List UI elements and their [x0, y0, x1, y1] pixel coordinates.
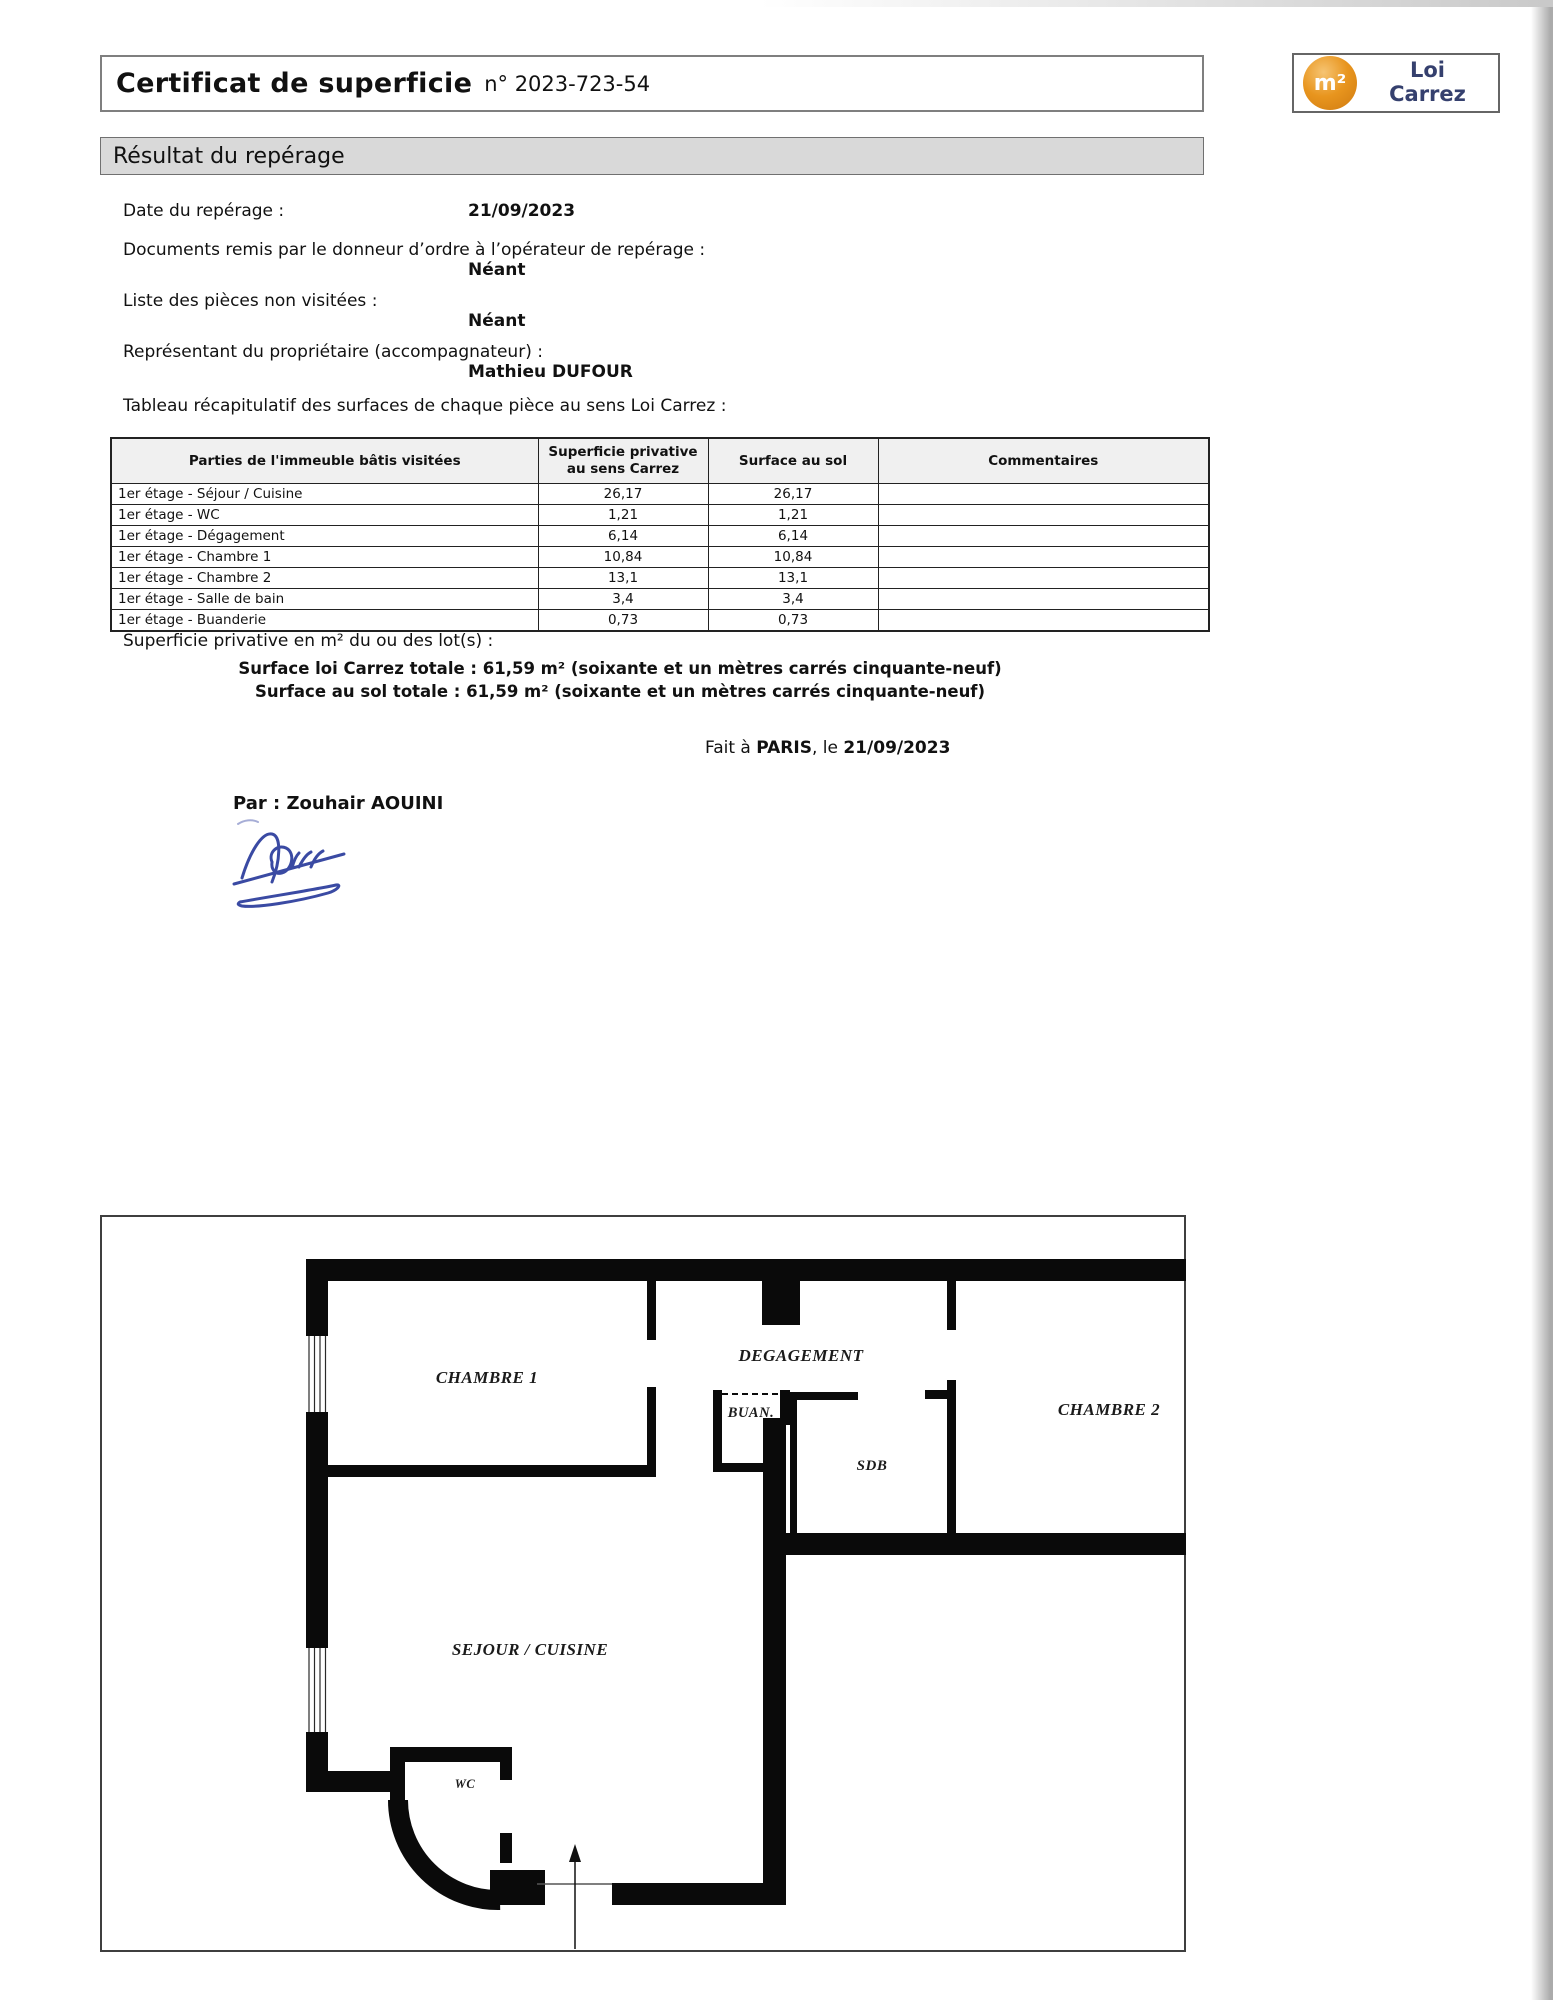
table-row	[111, 547, 1209, 568]
room-label-chambre-2: CHAMBRE 2	[1057, 1400, 1161, 1419]
column-header-parties: Parties de l'immeuble bâtis visitées	[111, 438, 538, 484]
signoff-line	[705, 738, 950, 758]
column-header-commentaires: Commentaires	[878, 438, 1209, 484]
signature-image	[228, 816, 363, 918]
carrez-value-cell: 3,4	[538, 589, 708, 610]
field-value-date: 21/09/2023	[468, 201, 576, 221]
field-value-representant: Mathieu DUFOUR	[468, 362, 633, 382]
window-hatch-left-upper	[306, 1336, 328, 1412]
floorplan-frame	[101, 1216, 1185, 1951]
table-row	[111, 589, 1209, 610]
floor-value-cell: 10,84	[708, 547, 878, 568]
comment-cell	[878, 589, 1209, 610]
comment-cell	[878, 568, 1209, 589]
table-row	[111, 505, 1209, 526]
signoff-prefix: Fait à	[705, 738, 757, 758]
room-label-wc: WC	[454, 1777, 476, 1791]
page-edge-shadow-top	[760, 0, 1553, 7]
floor-value-cell: 1,21	[708, 505, 878, 526]
table-row	[111, 526, 1209, 547]
comment-cell	[878, 610, 1209, 632]
field-label-date: Date du repérage :	[123, 201, 285, 221]
totals-intro: Superficie privative en m² du ou des lot(s) :	[123, 631, 494, 651]
room-label-sejour-cuisine: SEJOUR / CUISINE	[451, 1640, 609, 1659]
total-carrez-line: Surface loi Carrez totale : 61,59 m² (soixante et un mètres carrés cinquante-neuf)	[238, 659, 1002, 678]
floor-value-cell: 6,14	[708, 526, 878, 547]
room-name-cell: 1er étage - Dégagement	[111, 526, 538, 547]
table-header-row	[111, 438, 1209, 484]
header-box	[100, 55, 1204, 112]
field-label-documents: Documents remis par le donneur d’ordre à l’opérateur de repérage :	[123, 240, 706, 260]
floor-value-cell: 0,73	[708, 610, 878, 632]
table-row	[111, 610, 1209, 632]
field-label-pieces-non-visitees: Liste des pièces non visitées :	[123, 291, 378, 311]
total-floor-line: Surface au sol totale : 61,59 m² (soixante et un mètres carrés cinquante-neuf)	[254, 682, 986, 701]
room-name-cell: 1er étage - Salle de bain	[111, 589, 538, 610]
signature-stroke	[238, 885, 339, 906]
page-edge-shadow-right	[1531, 0, 1553, 2000]
comment-cell	[878, 526, 1209, 547]
floorplan	[100, 1215, 1186, 1952]
table-row	[111, 568, 1209, 589]
loi-carrez-label	[1357, 59, 1498, 106]
carrez-value-cell: 26,17	[538, 484, 708, 505]
room-name-cell: 1er étage - Séjour / Cuisine	[111, 484, 538, 505]
room-label-chambre-1: CHAMBRE 1	[435, 1368, 539, 1387]
carrez-value-cell: 10,84	[538, 547, 708, 568]
section-banner	[100, 137, 1204, 175]
certificate-number: n° 2023-723-54	[484, 71, 651, 96]
signoff-city: PARIS	[756, 738, 812, 758]
table-intro: Tableau récapitulatif des surfaces de chaque pièce au sens Loi Carrez :	[123, 396, 727, 416]
loi-carrez-badge	[1292, 53, 1500, 113]
floor-value-cell: 26,17	[708, 484, 878, 505]
signature-faint-mark	[238, 820, 258, 824]
section-title: Résultat du repérage	[113, 143, 345, 169]
room-name-cell: 1er étage - Buanderie	[111, 610, 538, 632]
room-name-cell: 1er étage - Chambre 2	[111, 568, 538, 589]
field-label-representant: Représentant du propriétaire (accompagnateur) :	[123, 342, 543, 362]
author-line: Par : Zouhair AOUINI	[233, 793, 444, 814]
table-row	[111, 484, 1209, 505]
room-label-buanderie: BUAN.	[727, 1405, 775, 1421]
floor-value-cell: 13,1	[708, 568, 878, 589]
carrez-value-cell: 0,73	[538, 610, 708, 632]
column-header-surface-sol: Surface au sol	[708, 438, 878, 484]
signoff-date: 21/09/2023	[843, 738, 951, 758]
m2-icon: m²	[1303, 56, 1357, 110]
field-value-pieces-non-visitees: Néant	[468, 311, 526, 331]
floor-value-cell: 3,4	[708, 589, 878, 610]
signoff-middle: , le	[811, 738, 844, 758]
loi-carrez-label-line1: Loi	[1409, 58, 1445, 83]
carrez-value-cell: 13,1	[538, 568, 708, 589]
comment-cell	[878, 505, 1209, 526]
carrez-value-cell: 6,14	[538, 526, 708, 547]
room-name-cell: 1er étage - WC	[111, 505, 538, 526]
window-hatch-left-lower	[306, 1648, 328, 1732]
loi-carrez-label-line2: Carrez	[1389, 82, 1466, 106]
room-label-sdb: SDB	[856, 1458, 888, 1474]
room-label-degagement: DEGAGEMENT	[738, 1346, 864, 1365]
comment-cell	[878, 547, 1209, 568]
room-name-cell: 1er étage - Chambre 1	[111, 547, 538, 568]
comment-cell	[878, 484, 1209, 505]
column-header-superficie-carrez: Superficie privative au sens Carrez	[538, 438, 708, 484]
field-value-documents: Néant	[468, 260, 526, 280]
carrez-value-cell: 1,21	[538, 505, 708, 526]
surfaces-table	[110, 437, 1210, 632]
page-title: Certificat de superficie	[116, 68, 473, 99]
